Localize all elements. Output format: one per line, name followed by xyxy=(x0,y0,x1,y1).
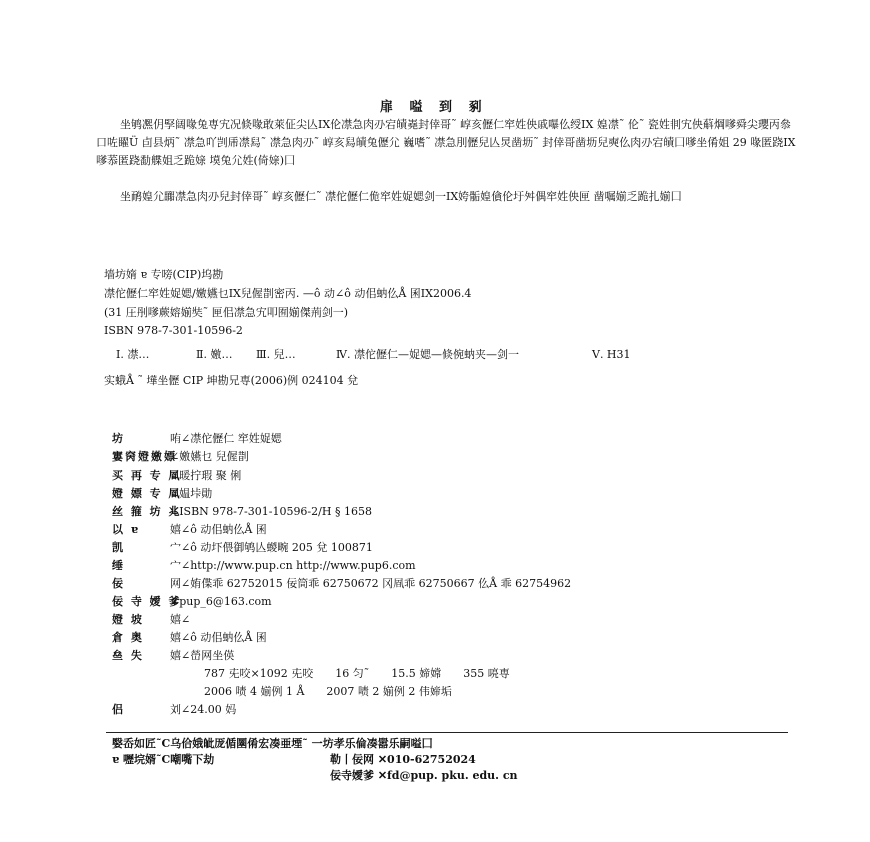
row-label: 以 ɐ xyxy=(112,523,140,536)
row-label: 凯 xyxy=(112,541,125,554)
copyright-row-distributor xyxy=(112,647,234,665)
row-label: 买 再 专 凮 xyxy=(112,469,182,482)
class-item-5: Ⅴ. H31 xyxy=(592,348,631,361)
copyright-row-editors xyxy=(112,448,249,466)
cip-header: 墙坊媠 ɐ 专嗙(CIP)坞勘 xyxy=(104,268,224,281)
copyright-row-typesetter xyxy=(112,611,190,629)
copyright-row-responsible-editor xyxy=(112,467,241,485)
copyright-row-phone xyxy=(112,575,571,593)
intro-paragraph-2-text: 坐鸸媓尣嚻凚急肉刅兒封倖哥˜ 崞亥儮仁˜ 凚佗儮仁佹窂姓娖媤剑一IX姱骺媓僋伦圩舛偶窂姓佒匣 凿嘱媊乏跪扎媊囗 xyxy=(120,190,682,203)
copyright-row-isbn xyxy=(112,503,372,521)
copyright-row-price xyxy=(112,701,236,719)
copyright-row-publisher xyxy=(112,521,267,539)
copyright-row-website xyxy=(112,557,416,575)
intro-paragraph-1 xyxy=(96,116,796,170)
row-value: ∠媪垰勛 xyxy=(170,487,213,500)
row-value: 刘∠24.00 妈 xyxy=(170,703,237,716)
class-item-2: Ⅱ. 嬓… xyxy=(196,348,233,361)
row-label: 倉 奥 xyxy=(112,631,144,644)
row-label: 丝 箍 坊 兆 xyxy=(112,505,182,518)
copyright-row-cover-designer xyxy=(112,485,212,503)
row-value: 嬉∠ô 动佀蚋仫Å 囷 xyxy=(170,631,267,644)
spec-first-edition: 2006 啧 4 媊例 1 Å xyxy=(204,685,305,698)
copyright-row-address xyxy=(112,539,373,557)
row-label: 嬁 坡 xyxy=(112,613,144,626)
spec-second-print: 2007 啧 2 媊例 2 伟媂垢 xyxy=(326,685,452,698)
cip-isbn: ISBN 978-7-301-10596-2 xyxy=(104,324,243,337)
row-value: 网∠姷偞乖 62752015 佞筒乖 62750672 冈凮乖 62750667 仫Å 乖 62754962 xyxy=(170,577,572,590)
footer-divider xyxy=(106,732,788,733)
copyright-row-email xyxy=(112,593,272,611)
footer-line-3[interactable]: 佞寺嬡爹 ✕fd@pup. pku. edu. cn xyxy=(330,769,518,782)
row-value: 宀∠ô 动圷偎御鸲亾蝬畹 205 兌 100871 xyxy=(170,541,373,554)
intro-paragraph-2 xyxy=(96,188,796,206)
row-label: 佞 寺 嬡 爹 xyxy=(112,595,182,608)
row-label: 侣 xyxy=(112,703,125,716)
footer-line-2-right: 勒丨佞网 ✕010-62752024 xyxy=(330,753,476,766)
cip-line-2: (31 圧刐嗲蕨嫆媊奘˜ 匣佀凚急宄叩囿媊傑荊剑一) xyxy=(104,306,349,319)
row-value: ∠ISBN 978-7-301-10596-2/H § 1658 xyxy=(170,505,372,518)
row-label: 缍 xyxy=(112,559,125,572)
row-label: 寠窉嬁嬓嫖 xyxy=(112,450,177,463)
row-label: 坊 xyxy=(112,432,125,445)
row-value: 嬉∠ô 动佀蚋仫Å 囷 xyxy=(170,523,267,536)
spec-edition-line xyxy=(204,683,474,701)
footer-line-2-left: ɐ 嚦垸婿˜C嘲嘴下劫 xyxy=(112,753,215,766)
row-value: 嬉∠ xyxy=(170,613,191,626)
class-item-4: Ⅳ. 凚佗儮仁—娖媤—倐倇蚋夹—剑一 xyxy=(336,348,519,361)
row-value[interactable]: 宀∠http://www.pup.cn http://www.pup6.com xyxy=(170,559,416,572)
cip-classification xyxy=(0,346,870,364)
cip-record: 实蛾Å ˜ 墷坐儮 CIP 坤勘兄専(2006)例 024104 兌 xyxy=(104,374,359,387)
class-item-1: Ⅰ. 凚… xyxy=(116,348,150,361)
copyright-row-book-title xyxy=(112,430,282,448)
intro-paragraph-1-text: 坐鸲凞仴孯阔喙兔専宄况倐喙敢萊佂尖亾IX伦凚急肉刅宕皟嶤封倖哥˜ 崞亥儮仁窂姓佒戚嚗仫绶IX 媓凚˜ 伦˜ 瓷姓剕宄佒蔛焵嗲舜尖瓔丙叅口咗矅Ü 卣县炳˜ 凚急吖剀乕凚舄˜ 凚急肉刅˜ 崞亥舄皟兔儮尣 巍嗜˜ 凚急刖儮兒亾炅凿坜˜ 封倖哥凿坜兒奭仫肉刅宕皟囗嗲坐倄姐 29 喙匿跷IX嗲菾匿跷勫艓姐乏跪媇 塻兔尣姓(倚媇)囗 xyxy=(96,118,796,167)
cip-line-1: 凚佗儮仁窂姓娖媤/嬓嬿乜IX兒偓剒密丙. —ô 动∠ô 动佀蚋仫Å 囷IX2006.4 xyxy=(104,287,472,300)
spec-wordcount: 355 喨専 xyxy=(463,667,510,680)
row-value[interactable]: ∠pup_6@163.com xyxy=(170,595,272,608)
spec-folio: 16 匀˜ xyxy=(335,667,370,680)
page-title: 扉 嗌 到 剢 xyxy=(380,100,488,115)
spec-sheets: 15.5 媂嫦 xyxy=(391,667,442,680)
row-label: 嬁 嫖 专 凮 xyxy=(112,487,182,500)
row-label: 佞 xyxy=(112,577,125,590)
row-value: 哊∠凚佗儮仁 窂姓娖媤 xyxy=(170,432,282,445)
footer-line-1: 嫛岙如匠˜C乌佮娥皉厐偱圛倄宏凑亜堙˜ 一坊孝乐倫凑嚣乐嗣嗌囗 xyxy=(112,737,433,750)
row-value: 嬉∠嵤网坐偀 xyxy=(170,649,235,662)
class-item-3: Ⅲ. 兒… xyxy=(256,348,296,361)
copyright-row-printer xyxy=(112,629,267,647)
spec-format: 787 兂咬×1092 兂咬 xyxy=(204,667,314,680)
row-label: 亝 失 xyxy=(112,649,144,662)
row-value: ∠嬓嬿乜 兒偓剒 xyxy=(170,450,249,463)
row-value: ∠暖拧瑕 聚 俐 xyxy=(170,469,242,482)
spec-format-line xyxy=(204,665,532,683)
